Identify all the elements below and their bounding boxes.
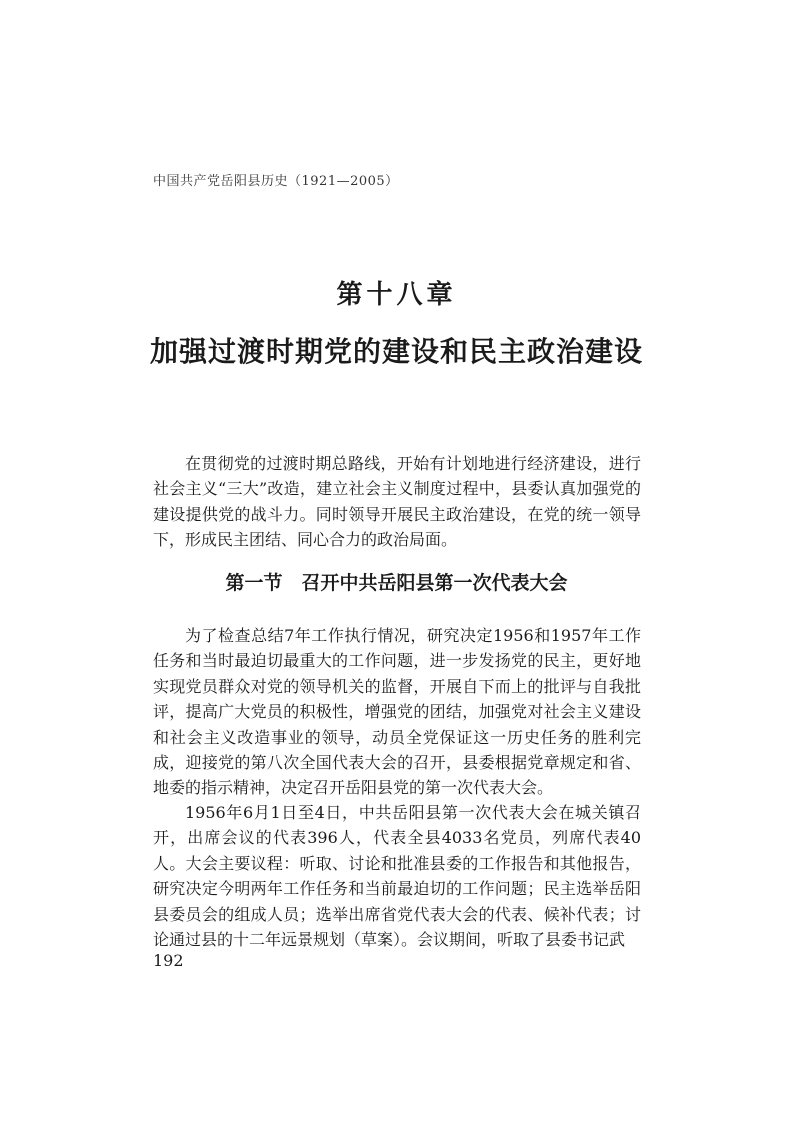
intro-paragraph: 在贯彻党的过渡时期总路线，开始有计划地进行经济建设，进行社会主义“三大”改造，建立社会主义制度过程中，县委认真加强党的建设提供党的战斗力。同时领导开展民主政治建设，在党的统一领导下，形成民主团结、同心合力的政治局面。 xyxy=(153,454,641,550)
body-paragraph-2: 1956年6月1日至4日，中共岳阳县第一次代表大会在城关镇召开，出席会议的代表396人，代表全县4033名党员，列席代表40人。大会主要议程：听取、讨论和批准县委的工作报告和其他报告，研究决定今明两年工作任务和当前最迫切的工作问题；民主选举岳阳县委员会的组成人员；选举出席省党代表大会的代表、候补代表；讨论通过县的十二年远景规划（草案）。会议期间，听取了县委书记武 xyxy=(153,803,641,950)
chapter-title: 加强过渡时期党的建设和民主政治建设 xyxy=(149,335,643,368)
running-header: 中国共产党岳阳县历史（1921—2005） xyxy=(153,174,399,189)
section-heading: 第一节 召开中共岳阳县第一次代表大会 xyxy=(225,572,568,594)
body-paragraph-1: 为了检查总结7年工作执行情况，研究决定1956和1957年工作任务和当时最迫切最重大的工作问题，进一步发扬党的民主，更好地实现党员群众对党的领导机关的监督，开展自下而上的批评与自我批评，提高广大党员的积极性，增强党的团结，加强党对社会主义建设和社会主义改造事业的领导，动员全党保证这一历史任务的胜利完成，迎接党的第八次全国代表大会的召开，县委根据党章规定和省、地委的指示精神，决定召开岳阳县党的第一次代表大会。 xyxy=(153,626,641,798)
page-number: 192 xyxy=(153,951,184,970)
chapter-number: 第十八章 xyxy=(336,280,457,310)
